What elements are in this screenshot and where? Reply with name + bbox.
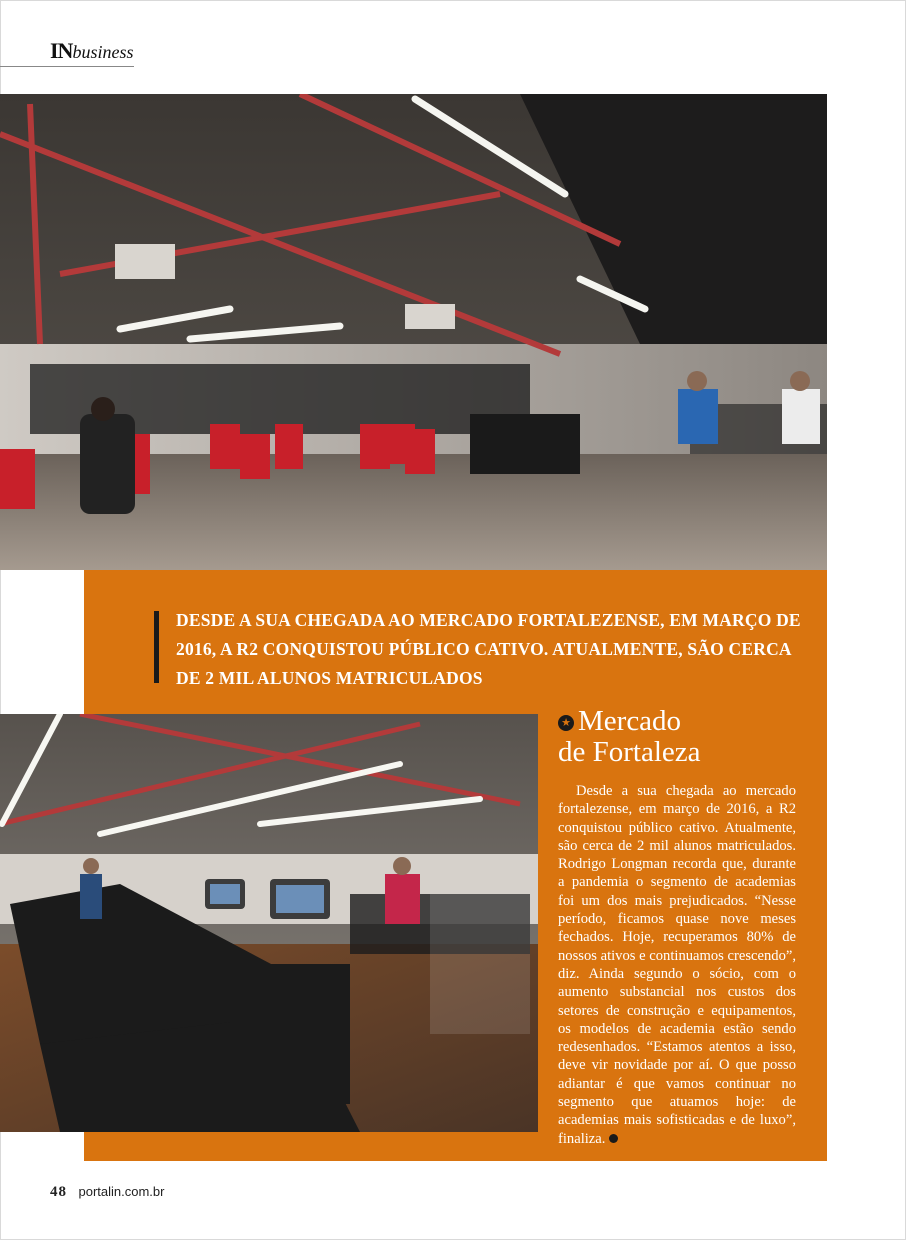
article-body [558,782,796,1148]
page-footer [50,1184,164,1201]
gym-treadmill-row-photo [0,714,538,1132]
brand-section: business [72,42,134,62]
section-title-line1: Mercado [578,705,682,737]
header-rule [0,66,134,67]
website-url: portalin.com.br [78,1184,165,1199]
brand-in: IN [50,38,73,63]
gym-lounge-cafe-photo [0,94,827,570]
star-bullet-icon: ★ [558,715,574,731]
pull-quote-bar [154,611,159,683]
section-title-line2: de Fortaleza [558,736,701,768]
section-title [558,706,818,768]
pull-quote: DESDE A SUA CHEGADA AO MERCADO FORTALEZENSE, EM MARÇO DE 2016, A R2 CONQUISTOU PÚBLICO CATIVO. ATUALMENTE, SÃO CERCA DE 2 MIL ALUNOS MATRICULADOS [176,610,801,688]
magazine-section-header [50,38,133,68]
article-body-text: Desde a sua chegada ao mercado fortalezense, em março de 2016, a R2 conquistou público cativo. Atualmente, são cerca de 2 mil alunos matriculados. Rodrigo Longman recorda que, durante a pandemia o segmento de academias foi um dos mais prejudicados. “Nesse período, ficamos quase nove meses fechados. Hoje, recuperamos 80% de nossos ativos e continuamos crescendo”, diz. Ainda segundo o sócio, com o aumento substancial nos custos dos setores de construção e equipamentos, os modelos de academia estão sendo redesenhados. “Estamos atentos a isso, deve vir novidade por aí. O que posso adiantar é que vamos continuar no segmento que atuamos hoje: de academias mais sofisticadas e de luxo”, finaliza. [558,783,796,1147]
end-of-article-icon [609,1134,618,1143]
page-number: 48 [50,1184,67,1200]
